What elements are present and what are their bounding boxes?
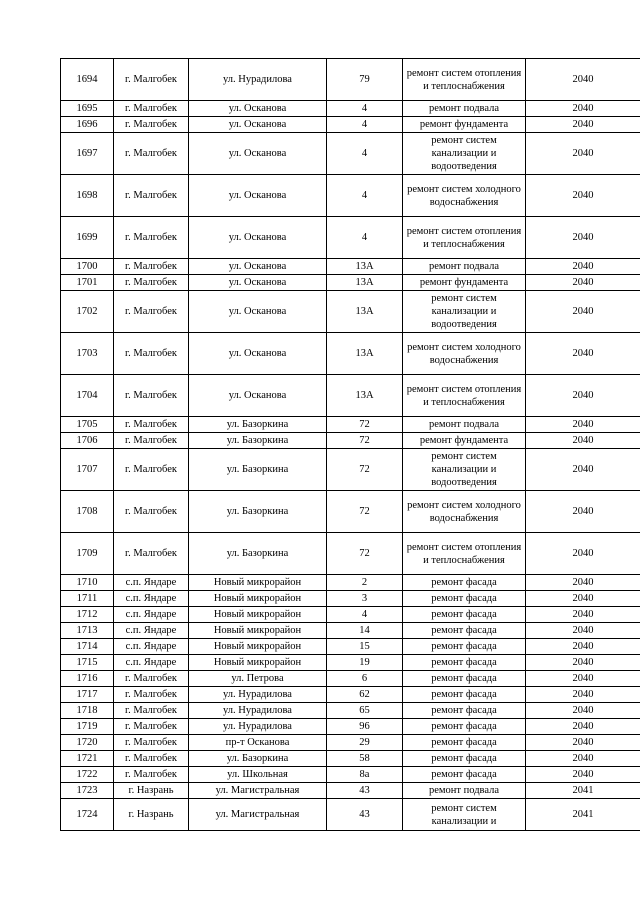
row-number-cell: 1707 [61, 449, 114, 491]
table-row [61, 623, 640, 639]
locality-cell: г. Малгобек [114, 533, 189, 575]
street-cell: ул. Осканова [189, 333, 327, 375]
table-row [61, 591, 640, 607]
street-cell: ул. Осканова [189, 291, 327, 333]
work-type-cell: ремонт фундамента [403, 117, 526, 133]
table-row [61, 175, 640, 217]
house-number-cell: 72 [327, 533, 403, 575]
house-number-cell: 4 [327, 175, 403, 217]
street-cell: Новый микрорайон [189, 591, 327, 607]
table-row [61, 333, 640, 375]
house-number-cell: 29 [327, 735, 403, 751]
work-type-cell: ремонт фасада [403, 719, 526, 735]
row-number-cell: 1697 [61, 133, 114, 175]
planned-year-cell: 2040 [526, 259, 640, 275]
row-number-cell: 1705 [61, 417, 114, 433]
planned-year-cell: 2041 [526, 799, 640, 831]
house-number-cell: 8а [327, 767, 403, 783]
work-type-cell: ремонт фундамента [403, 433, 526, 449]
table-row [61, 101, 640, 117]
house-number-cell: 2 [327, 575, 403, 591]
house-number-cell: 4 [327, 607, 403, 623]
house-number-cell: 43 [327, 783, 403, 799]
house-number-cell: 72 [327, 417, 403, 433]
planned-year-cell: 2040 [526, 291, 640, 333]
locality-cell: г. Малгобек [114, 449, 189, 491]
locality-cell: г. Малгобек [114, 491, 189, 533]
work-type-cell: ремонт систем холодного водоснабжения [403, 175, 526, 217]
work-type-cell: ремонт систем канализации и водоотведения [403, 291, 526, 333]
table-row [61, 449, 640, 491]
planned-year-cell: 2040 [526, 175, 640, 217]
house-number-cell: 14 [327, 623, 403, 639]
row-number-cell: 1702 [61, 291, 114, 333]
row-number-cell: 1709 [61, 533, 114, 575]
street-cell: ул. Нурадилова [189, 719, 327, 735]
table-row [61, 719, 640, 735]
row-number-cell: 1717 [61, 687, 114, 703]
locality-cell: г. Малгобек [114, 333, 189, 375]
planned-year-cell: 2040 [526, 117, 640, 133]
street-cell: ул. Осканова [189, 375, 327, 417]
house-number-cell: 4 [327, 117, 403, 133]
work-type-cell: ремонт систем отопления и теплоснабжения [403, 533, 526, 575]
work-type-cell: ремонт фасада [403, 735, 526, 751]
row-number-cell: 1720 [61, 735, 114, 751]
planned-year-cell: 2040 [526, 655, 640, 671]
planned-year-cell: 2040 [526, 375, 640, 417]
locality-cell: г. Назрань [114, 783, 189, 799]
table-row [61, 735, 640, 751]
row-number-cell: 1704 [61, 375, 114, 417]
table-row [61, 655, 640, 671]
street-cell: Новый микрорайон [189, 607, 327, 623]
street-cell: ул. Базоркина [189, 417, 327, 433]
planned-year-cell: 2040 [526, 333, 640, 375]
work-type-cell: ремонт фасада [403, 639, 526, 655]
locality-cell: г. Малгобек [114, 375, 189, 417]
table-row [61, 491, 640, 533]
house-number-cell: 13А [327, 375, 403, 417]
house-number-cell: 58 [327, 751, 403, 767]
planned-year-cell: 2040 [526, 767, 640, 783]
work-type-cell: ремонт систем холодного водоснабжения [403, 333, 526, 375]
table-row [61, 217, 640, 259]
street-cell: Новый микрорайон [189, 639, 327, 655]
house-number-cell: 4 [327, 101, 403, 117]
work-type-cell: ремонт фасада [403, 671, 526, 687]
locality-cell: г. Малгобек [114, 719, 189, 735]
house-number-cell: 62 [327, 687, 403, 703]
house-number-cell: 72 [327, 491, 403, 533]
work-type-cell: ремонт подвала [403, 101, 526, 117]
row-number-cell: 1712 [61, 607, 114, 623]
planned-year-cell: 2040 [526, 735, 640, 751]
table-row [61, 417, 640, 433]
work-type-cell: ремонт фасада [403, 655, 526, 671]
house-number-cell: 13А [327, 291, 403, 333]
street-cell: ул. Магистральная [189, 783, 327, 799]
house-number-cell: 6 [327, 671, 403, 687]
work-type-cell: ремонт фасада [403, 623, 526, 639]
table-row [61, 703, 640, 719]
locality-cell: с.п. Яндаре [114, 655, 189, 671]
locality-cell: г. Назрань [114, 799, 189, 831]
table-row [61, 59, 640, 101]
street-cell: ул. Школьная [189, 767, 327, 783]
planned-year-cell: 2040 [526, 533, 640, 575]
street-cell: Новый микрорайон [189, 623, 327, 639]
street-cell: ул. Базоркина [189, 433, 327, 449]
street-cell: Новый микрорайон [189, 655, 327, 671]
planned-year-cell: 2040 [526, 575, 640, 591]
table-row [61, 671, 640, 687]
street-cell: ул. Базоркина [189, 751, 327, 767]
table-row [61, 275, 640, 291]
row-number-cell: 1700 [61, 259, 114, 275]
row-number-cell: 1715 [61, 655, 114, 671]
row-number-cell: 1721 [61, 751, 114, 767]
row-number-cell: 1698 [61, 175, 114, 217]
table-row [61, 433, 640, 449]
row-number-cell: 1699 [61, 217, 114, 259]
row-number-cell: 1696 [61, 117, 114, 133]
table-row [61, 533, 640, 575]
planned-year-cell: 2040 [526, 101, 640, 117]
planned-year-cell: 2040 [526, 719, 640, 735]
locality-cell: г. Малгобек [114, 687, 189, 703]
work-type-cell: ремонт фасада [403, 575, 526, 591]
locality-cell: г. Малгобек [114, 217, 189, 259]
table-row [61, 117, 640, 133]
planned-year-cell: 2040 [526, 491, 640, 533]
locality-cell: г. Малгобек [114, 275, 189, 291]
locality-cell: г. Малгобек [114, 671, 189, 687]
work-type-cell: ремонт подвала [403, 783, 526, 799]
row-number-cell: 1711 [61, 591, 114, 607]
repair-schedule-table [60, 58, 640, 831]
row-number-cell: 1722 [61, 767, 114, 783]
house-number-cell: 13А [327, 259, 403, 275]
planned-year-cell: 2040 [526, 639, 640, 655]
work-type-cell: ремонт фасада [403, 703, 526, 719]
row-number-cell: 1713 [61, 623, 114, 639]
locality-cell: г. Малгобек [114, 175, 189, 217]
locality-cell: г. Малгобек [114, 133, 189, 175]
house-number-cell: 13А [327, 275, 403, 291]
locality-cell: г. Малгобек [114, 417, 189, 433]
work-type-cell: ремонт фасада [403, 767, 526, 783]
locality-cell: г. Малгобек [114, 101, 189, 117]
locality-cell: г. Малгобек [114, 703, 189, 719]
table-row [61, 783, 640, 799]
work-type-cell: ремонт систем канализации и водоотведения [403, 449, 526, 491]
street-cell: ул. Осканова [189, 133, 327, 175]
locality-cell: г. Малгобек [114, 767, 189, 783]
locality-cell: с.п. Яндаре [114, 639, 189, 655]
planned-year-cell: 2040 [526, 671, 640, 687]
row-number-cell: 1723 [61, 783, 114, 799]
house-number-cell: 72 [327, 449, 403, 491]
planned-year-cell: 2040 [526, 591, 640, 607]
street-cell: ул. Осканова [189, 259, 327, 275]
house-number-cell: 13А [327, 333, 403, 375]
locality-cell: г. Малгобек [114, 433, 189, 449]
street-cell: ул. Нурадилова [189, 59, 327, 101]
planned-year-cell: 2040 [526, 751, 640, 767]
house-number-cell: 43 [327, 799, 403, 831]
row-number-cell: 1724 [61, 799, 114, 831]
planned-year-cell: 2040 [526, 133, 640, 175]
locality-cell: г. Малгобек [114, 259, 189, 275]
row-number-cell: 1701 [61, 275, 114, 291]
row-number-cell: 1708 [61, 491, 114, 533]
locality-cell: г. Малгобек [114, 751, 189, 767]
work-type-cell: ремонт систем отопления и теплоснабжения [403, 375, 526, 417]
row-number-cell: 1710 [61, 575, 114, 591]
locality-cell: г. Малгобек [114, 59, 189, 101]
locality-cell: с.п. Яндаре [114, 623, 189, 639]
street-cell: ул. Базоркина [189, 449, 327, 491]
street-cell: ул. Базоркина [189, 533, 327, 575]
work-type-cell: ремонт фасада [403, 687, 526, 703]
table-row [61, 259, 640, 275]
street-cell: ул. Осканова [189, 117, 327, 133]
row-number-cell: 1695 [61, 101, 114, 117]
table-row [61, 291, 640, 333]
planned-year-cell: 2040 [526, 687, 640, 703]
table-body [61, 59, 640, 831]
planned-year-cell: 2041 [526, 783, 640, 799]
planned-year-cell: 2040 [526, 417, 640, 433]
work-type-cell: ремонт фасада [403, 607, 526, 623]
locality-cell: с.п. Яндаре [114, 575, 189, 591]
row-number-cell: 1706 [61, 433, 114, 449]
work-type-cell: ремонт подвала [403, 259, 526, 275]
table-row [61, 133, 640, 175]
row-number-cell: 1714 [61, 639, 114, 655]
street-cell: ул. Осканова [189, 175, 327, 217]
planned-year-cell: 2040 [526, 703, 640, 719]
locality-cell: с.п. Яндаре [114, 591, 189, 607]
planned-year-cell: 2040 [526, 623, 640, 639]
house-number-cell: 79 [327, 59, 403, 101]
street-cell: ул. Осканова [189, 101, 327, 117]
locality-cell: с.п. Яндаре [114, 607, 189, 623]
table-row [61, 767, 640, 783]
street-cell: ул. Магистральная [189, 799, 327, 831]
house-number-cell: 4 [327, 217, 403, 259]
house-number-cell: 19 [327, 655, 403, 671]
work-type-cell: ремонт подвала [403, 417, 526, 433]
row-number-cell: 1703 [61, 333, 114, 375]
table-row [61, 575, 640, 591]
work-type-cell: ремонт систем канализации и [403, 799, 526, 831]
planned-year-cell: 2040 [526, 449, 640, 491]
work-type-cell: ремонт систем канализации и водоотведения [403, 133, 526, 175]
table-row [61, 751, 640, 767]
house-number-cell: 65 [327, 703, 403, 719]
street-cell: ул. Петрова [189, 671, 327, 687]
table-row [61, 639, 640, 655]
work-type-cell: ремонт фундамента [403, 275, 526, 291]
table-row [61, 687, 640, 703]
work-type-cell: ремонт фасада [403, 591, 526, 607]
street-cell: ул. Базоркина [189, 491, 327, 533]
street-cell: ул. Осканова [189, 275, 327, 291]
house-number-cell: 15 [327, 639, 403, 655]
house-number-cell: 96 [327, 719, 403, 735]
street-cell: ул. Осканова [189, 217, 327, 259]
street-cell: Новый микрорайон [189, 575, 327, 591]
planned-year-cell: 2040 [526, 217, 640, 259]
table-row [61, 799, 640, 831]
work-type-cell: ремонт фасада [403, 751, 526, 767]
planned-year-cell: 2040 [526, 433, 640, 449]
street-cell: пр-т Осканова [189, 735, 327, 751]
locality-cell: г. Малгобек [114, 117, 189, 133]
street-cell: ул. Нурадилова [189, 703, 327, 719]
house-number-cell: 4 [327, 133, 403, 175]
locality-cell: г. Малгобек [114, 735, 189, 751]
house-number-cell: 3 [327, 591, 403, 607]
table-row [61, 375, 640, 417]
work-type-cell: ремонт систем холодного водоснабжения [403, 491, 526, 533]
locality-cell: г. Малгобек [114, 291, 189, 333]
row-number-cell: 1716 [61, 671, 114, 687]
table-row [61, 607, 640, 623]
street-cell: ул. Нурадилова [189, 687, 327, 703]
work-type-cell: ремонт систем отопления и теплоснабжения [403, 217, 526, 259]
planned-year-cell: 2040 [526, 59, 640, 101]
planned-year-cell: 2040 [526, 607, 640, 623]
row-number-cell: 1719 [61, 719, 114, 735]
house-number-cell: 72 [327, 433, 403, 449]
row-number-cell: 1694 [61, 59, 114, 101]
work-type-cell: ремонт систем отопления и теплоснабжения [403, 59, 526, 101]
row-number-cell: 1718 [61, 703, 114, 719]
planned-year-cell: 2040 [526, 275, 640, 291]
